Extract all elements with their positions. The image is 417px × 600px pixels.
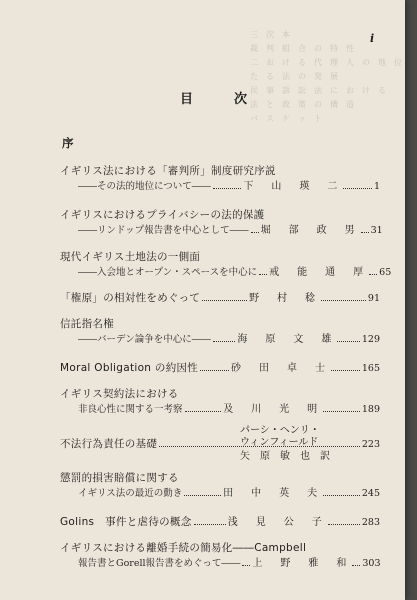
entry-page: 245 bbox=[361, 488, 381, 499]
entry-author-line: ウィンフィールド bbox=[240, 437, 319, 448]
toc-heading: 目 次 bbox=[180, 92, 262, 107]
entry-page: 65 bbox=[379, 267, 392, 278]
toc-entry bbox=[60, 360, 380, 377]
dot-leader bbox=[259, 274, 267, 275]
dot-leader bbox=[323, 495, 360, 496]
dot-leader bbox=[337, 341, 360, 342]
entry-subtitle: ――バーデン論争を中心に―― bbox=[78, 334, 211, 345]
entry-line bbox=[60, 290, 380, 307]
entry-title: イギリスにおけるプライバシーの法的保護 bbox=[60, 209, 265, 221]
dot-leader bbox=[202, 300, 247, 301]
entry-title: 「権原」の相対性をめぐって bbox=[60, 292, 201, 304]
entry-line bbox=[60, 436, 380, 453]
bleed-line: 三 次 本 bbox=[250, 30, 290, 39]
entry-author: 戒 能 通 厚 bbox=[269, 267, 368, 278]
entry-subtitle: 非良心性に関する一考察 bbox=[78, 404, 183, 415]
entry-line bbox=[60, 486, 380, 502]
bleed-line: バ ス ケ ッ ト bbox=[250, 114, 322, 123]
bleed-through-text bbox=[250, 28, 402, 126]
entry-title: 不法行為責任の基礎 bbox=[60, 438, 158, 450]
dot-leader bbox=[184, 495, 221, 496]
entry-line bbox=[60, 265, 392, 281]
page-number: i bbox=[370, 32, 375, 45]
entry-line bbox=[60, 514, 380, 531]
entry-page: 91 bbox=[367, 293, 381, 304]
bleed-line: 民 事 訴 訟 法 に お け る bbox=[250, 86, 386, 95]
dot-leader bbox=[328, 524, 360, 525]
toc-entry bbox=[60, 249, 392, 281]
entry-line bbox=[60, 556, 380, 572]
entry-page: 1 bbox=[373, 181, 381, 192]
entry-author: 浅 見 公 子 bbox=[227, 517, 326, 528]
bleed-line: 裁 判 組 合 の 特 性 bbox=[250, 44, 354, 53]
entry-title: 懲罰的損害賠償に関する bbox=[60, 472, 179, 484]
toc-entry bbox=[60, 436, 380, 453]
bleed-line: 二 お け る 代 理 人 の 地 位 bbox=[250, 58, 402, 67]
toc-entry bbox=[60, 290, 380, 307]
dot-leader bbox=[352, 565, 360, 566]
entry-title: イギリスにおける離婚手続の簡易化――Campbell bbox=[60, 542, 307, 554]
toc-entry bbox=[60, 207, 383, 239]
entry-page: 129 bbox=[361, 334, 381, 345]
toc-entry bbox=[60, 514, 380, 531]
toc-entry bbox=[60, 163, 380, 195]
dot-leader bbox=[194, 524, 226, 525]
entry-page: 303 bbox=[362, 558, 381, 569]
entry-title: 現代イギリス土地法の一側面 bbox=[60, 251, 201, 263]
entry-title: Golins 事件と虐待の概念 bbox=[60, 516, 192, 528]
entry-author-line: 矢 原 敏 也 訳 bbox=[240, 451, 330, 462]
entry-subtitle: イギリス法の最近の動き bbox=[78, 488, 183, 499]
entry-page: 283 bbox=[361, 517, 381, 528]
entry-title: イギリス契約法における bbox=[60, 388, 179, 400]
entry-page: 165 bbox=[361, 363, 380, 374]
dot-leader bbox=[213, 188, 242, 189]
entry-title: イギリス法における「審判所」制度研究序説 bbox=[60, 165, 276, 177]
entry-author: 及 川 光 明 bbox=[223, 404, 322, 415]
dot-leader bbox=[185, 411, 222, 412]
entry-page: 223 bbox=[361, 439, 380, 450]
entry-line bbox=[60, 332, 380, 348]
dot-leader bbox=[369, 274, 377, 275]
entry-subtitle: 報告書とGorell報告書をめぐって―― bbox=[78, 558, 241, 569]
entry-subtitle: ――入会地とオープン・スペースを中心に bbox=[78, 267, 258, 278]
entry-title: Moral Obligation の約因性 bbox=[60, 362, 199, 374]
entry-author: 野 村 稔 bbox=[249, 293, 320, 304]
dot-leader bbox=[242, 565, 250, 566]
entry-author: 下 山 瑛 二 bbox=[243, 181, 342, 192]
dot-leader bbox=[343, 188, 372, 189]
bleed-line: た る 法 の 発 展 bbox=[250, 72, 338, 81]
entry-author: 田 中 英 夫 bbox=[223, 488, 322, 499]
entry-line bbox=[60, 223, 383, 239]
entry-subtitle: ――リンドップ報告書を中心として―― bbox=[78, 225, 249, 236]
entry-subtitle: ――その法的地位について―― bbox=[78, 181, 211, 192]
toc-entry bbox=[60, 470, 380, 502]
toc-entry bbox=[60, 316, 380, 348]
dot-leader bbox=[361, 232, 369, 233]
bleed-line: 法 と 政 策 の 構 造 bbox=[250, 100, 354, 109]
dot-leader bbox=[200, 370, 229, 371]
dot-leader bbox=[251, 232, 259, 233]
entry-author: 砂 田 卓 士 bbox=[230, 363, 329, 374]
entry-line bbox=[60, 402, 380, 418]
entry-title: 信託指名権 bbox=[60, 318, 114, 330]
entry-author: 堀 部 政 男 bbox=[260, 225, 359, 236]
entry-author-line: パーシ・ヘンリ・ bbox=[240, 425, 320, 436]
entry-author: 海 原 文 雄 bbox=[237, 334, 336, 345]
entry-page: 189 bbox=[361, 404, 380, 415]
entry-author-stack bbox=[240, 424, 330, 464]
entry-line bbox=[60, 360, 380, 377]
entry-author: 上 野 雅 和 bbox=[252, 558, 351, 569]
toc-entry bbox=[60, 540, 380, 572]
toc-entry bbox=[60, 386, 380, 418]
dot-leader bbox=[321, 300, 366, 301]
dot-leader bbox=[323, 411, 360, 412]
dot-leader bbox=[213, 341, 236, 342]
entry-page: 31 bbox=[370, 225, 383, 236]
preface-heading: 序 bbox=[62, 136, 74, 150]
entry-line bbox=[60, 179, 380, 195]
dot-leader bbox=[331, 370, 360, 371]
